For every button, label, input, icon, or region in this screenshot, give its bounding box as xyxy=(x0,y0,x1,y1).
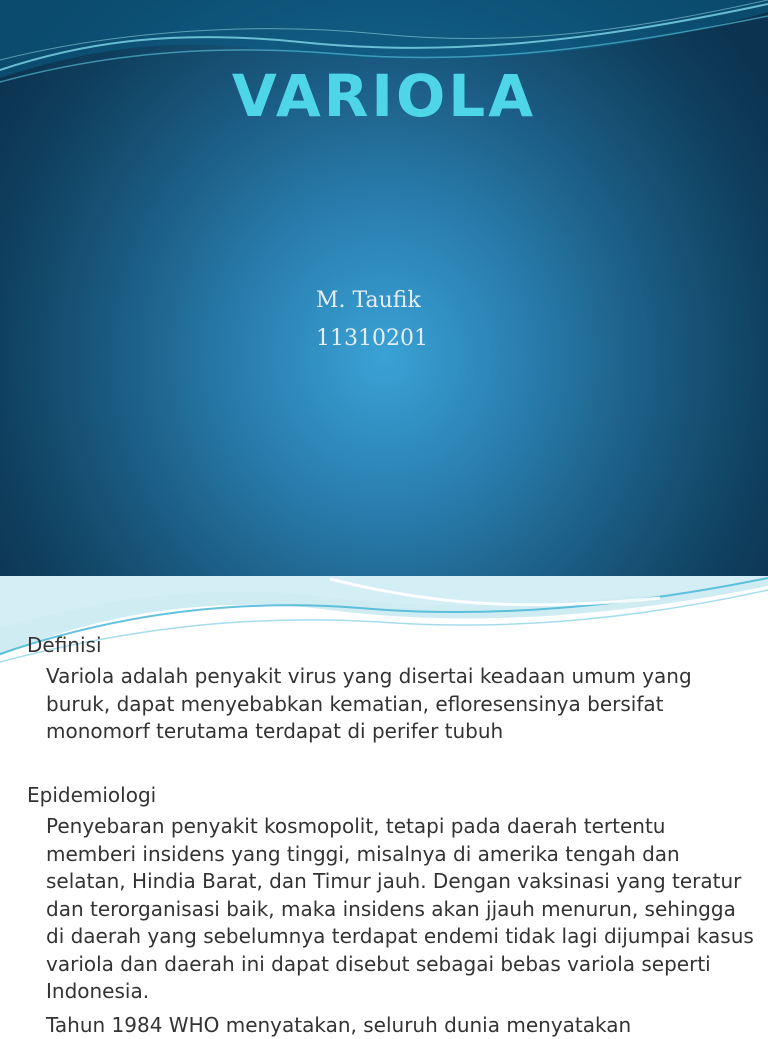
author-id: 11310201 xyxy=(316,320,428,358)
decorative-wave-top xyxy=(0,576,768,646)
content-slide xyxy=(0,576,768,1024)
paragraph: Variola adalah penyakit virus yang disertai keadaan umum yang buruk, dapat menyebabkan kematian, efloresensinya bersifat monomorf terutama terdapat di perifer tubuh xyxy=(46,663,758,746)
paragraph: Penyebaran penyakit kosmopolit, tetapi pada daerah tertentu memberi insidens yang tinggi, misalnya di amerika tengah dan selatan, Hindia Barat, dan Timur jauh. Dengan vaksinasi yang teratur dan terorganisasi baik, maka insidens akan jjauh menurun, sehingga di daerah yang sebelumnya terdapat endemi tidak lagi dijumpai kasus variola dan daerah ini dapat disebut sebagai bebas variola seperti Indonesia. xyxy=(46,813,758,1006)
author-block xyxy=(316,282,428,358)
section-body-definisi xyxy=(46,663,758,746)
author-name: M. Taufik xyxy=(316,282,428,320)
paragraph: Tahun 1984 WHO menyatakan, seluruh dunia menyatakan xyxy=(46,1012,758,1039)
section-heading-epidemiologi: Epidemiologi xyxy=(27,783,156,807)
section-heading-definisi: Definisi xyxy=(27,633,102,657)
slide-title: VARIOLA xyxy=(0,62,768,130)
section-body-epidemiologi xyxy=(46,813,758,1039)
